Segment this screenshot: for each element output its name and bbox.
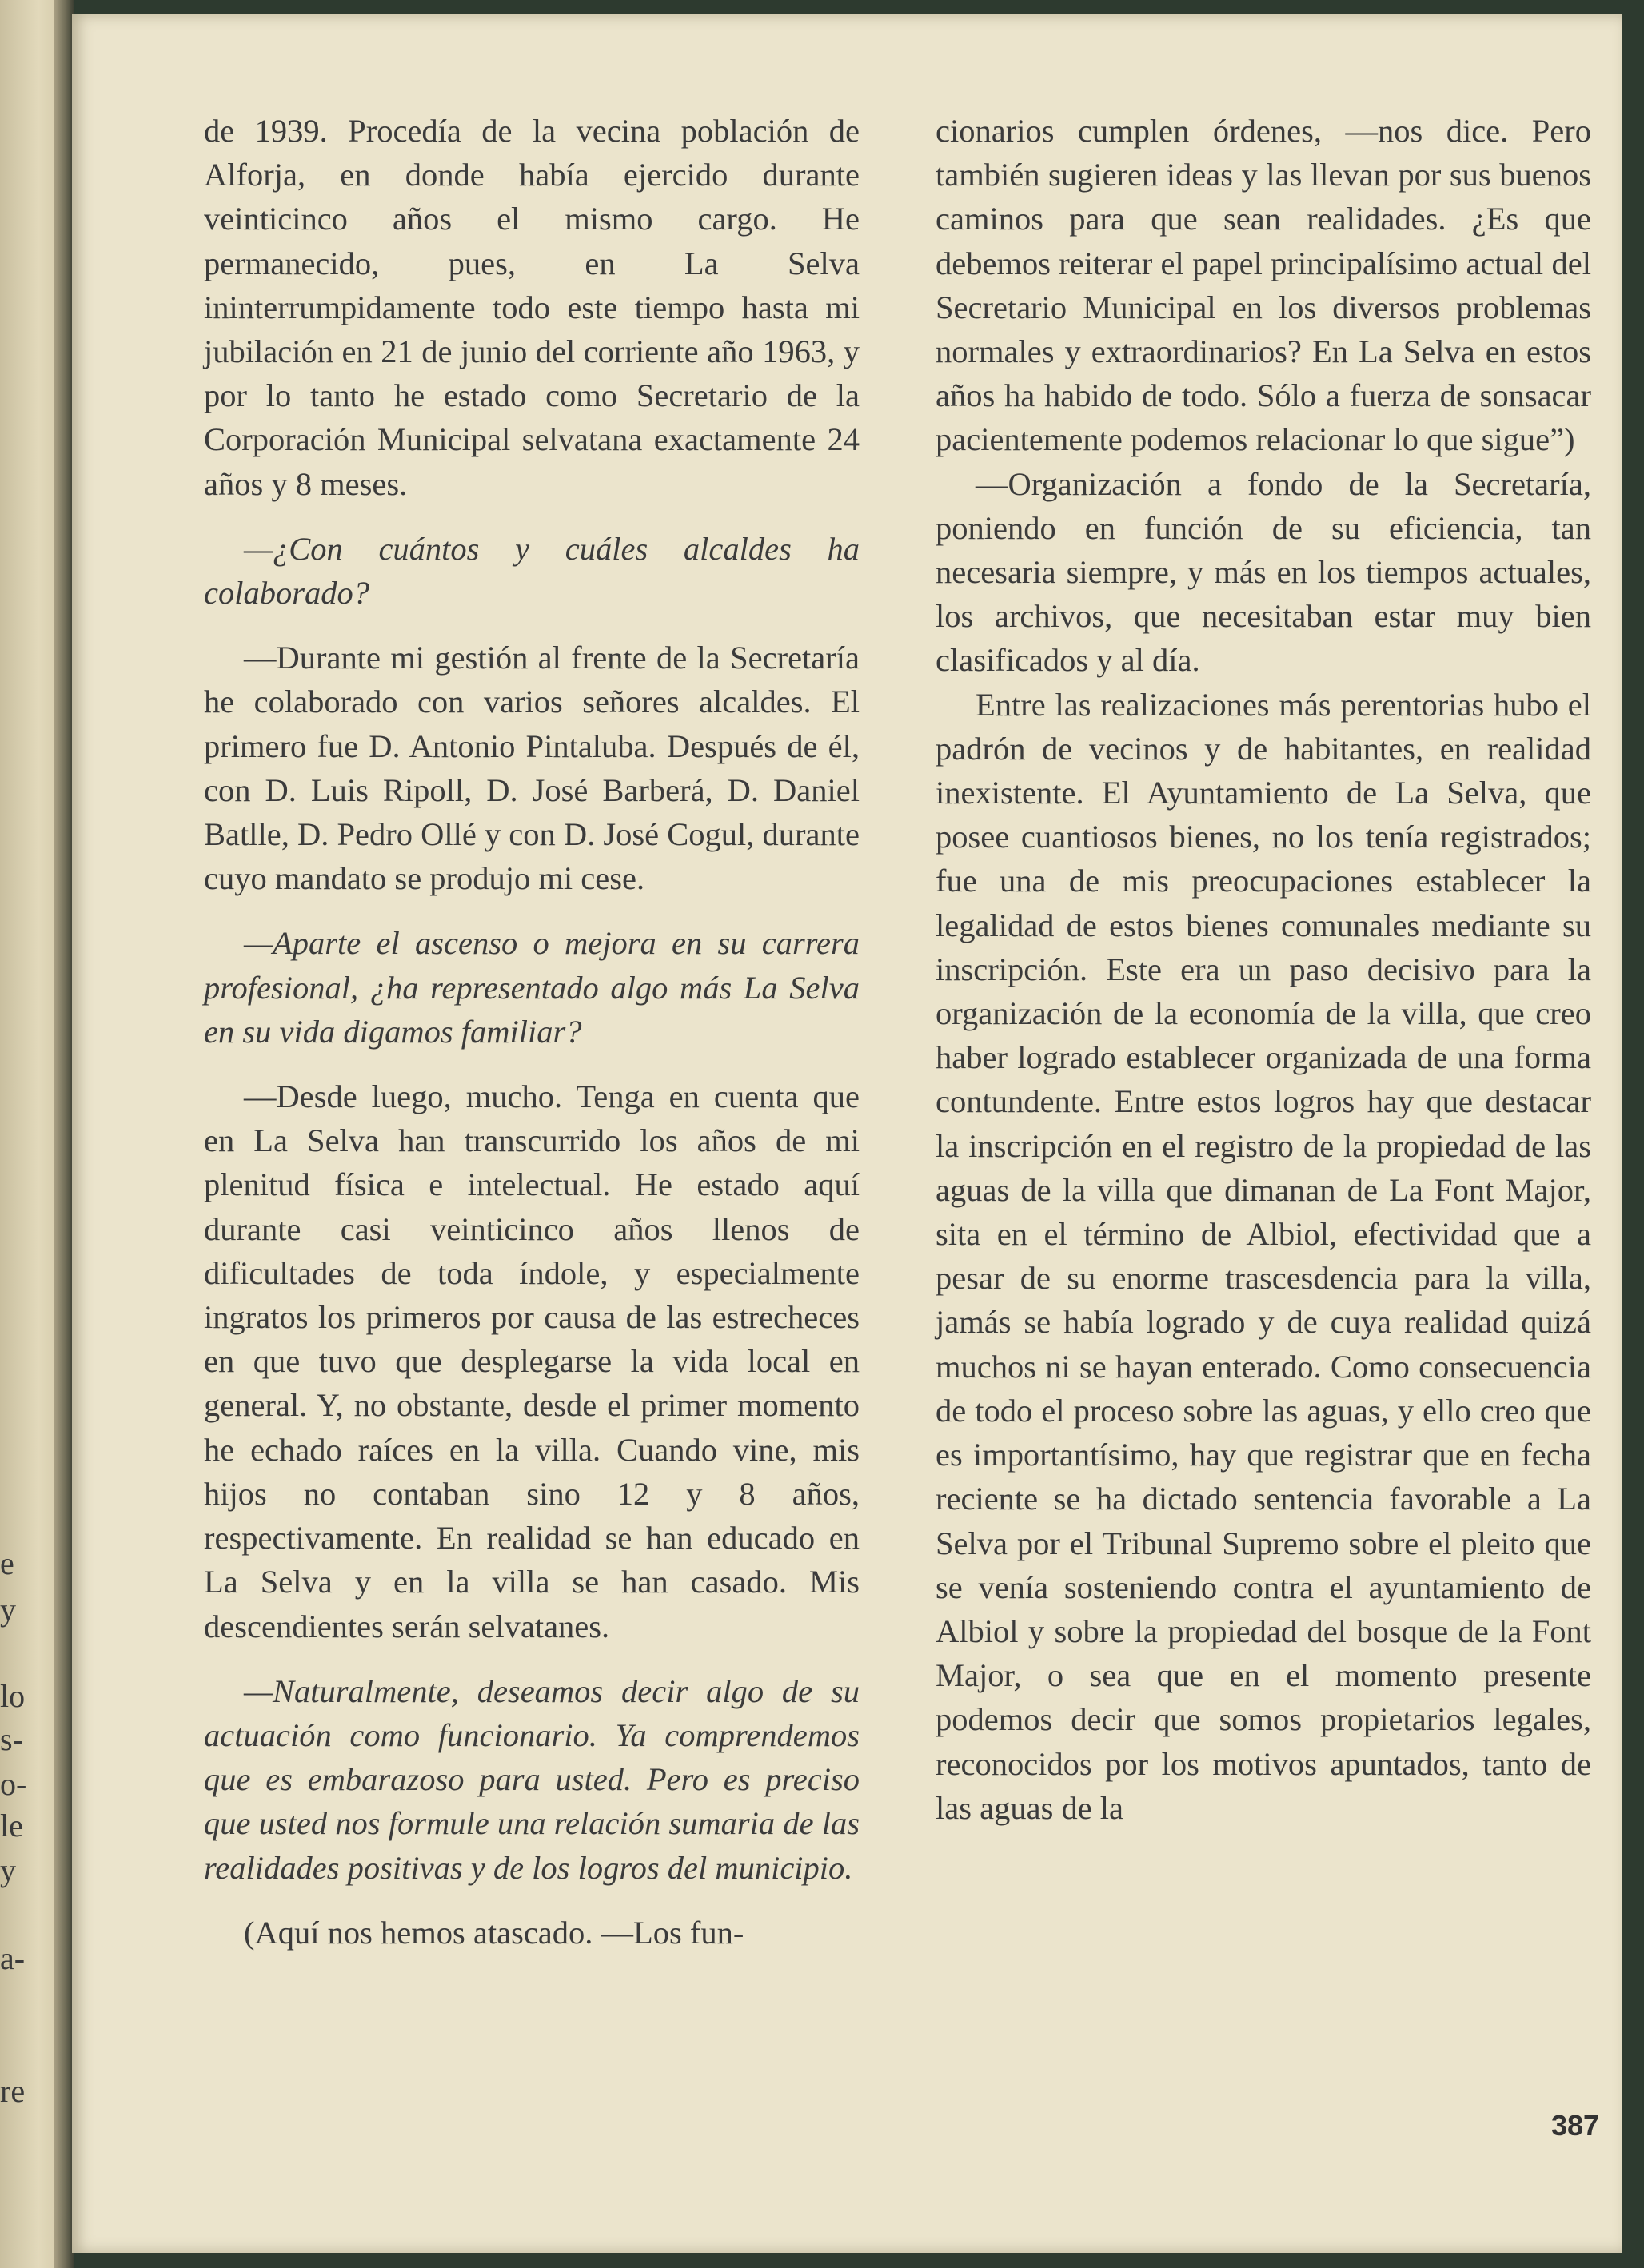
interview-answer: —Organización a fondo de la Secretaría, poniendo en función de su eficiencia, tan necesaria siempre, y más en los tiempos actuales, los archivos, que necesitaban estar muy bien clasificados y al día. [936, 465, 1591, 679]
margin-fragment: re [0, 2073, 26, 2109]
margin-fragment: a- [0, 1940, 26, 1976]
interview-answer: Entre las realizaciones más perentorias hubo el padrón de vecinos y de habitantes, en realidad inexistente. El Ayuntamiento de La Selva, que posee cuantiosos bienes, no los tenía registrados; fue una de mis preocupaciones establecer la legalidad de estos bienes comunales mediante su inscripción. Este era un paso decisivo para la organización de la economía de la villa, que creo haber logrado establecer organizada de una forma contundente. Entre estos logros hay que destacar la inscripción en el registro de la propiedad de las aguas de la villa que dimanan de La Font Major, sita en el término de Albiol, efectividad que a pesar de su enorme trascesdencia para la villa, jamás se había logrado y de cuya realidad quizá muchos ni se hayan enterado. Como consecuencia de todo el proceso sobre las aguas, y ello creo que es importantísimo, hay que registrar que en fecha reciente se ha dictado sentencia favorable a La Selva por el Tribunal Supremo sobre el pleito que se venía sosteniendo contra el ayuntamiento de Albiol y sobre la propiedad del bosque de la Font Major, o sea que en el momento presente podemos decir que somos propietarios legales, reconocidos por los motivos apuntados, tanto de las aguas de la [936, 686, 1591, 1826]
book-spine-fold [54, 0, 74, 2268]
page-number: 387 [1551, 2109, 1600, 2142]
margin-fragment: o- [0, 1766, 27, 1802]
body-paragraph: cionarios cumplen órdenes, —nos dice. Pero también sugieren ideas y las llevan por sus buenos caminos para que sean realidades. ¿Es que debemos reiterar el papel principalísimo actual del Secretario Municipal en los diversos problemas normales y extraordinarios? En La Selva en estos años ha habido de todo. Sólo a fuerza de sonsacar pacientemente podemos relacionar lo que sigue”) [936, 113, 1591, 458]
left-column [204, 109, 860, 1955]
margin-fragment: s- [0, 1721, 23, 1757]
interview-answer: —Durante mi gestión al frente de la Secretaría he colaborado con varios señores alcaldes. El primero fue D. Antonio Pintaluba. Después de él, con D. Luis Ripoll, D. José Barberá, D. Daniel Batlle, D. Pedro Ollé y con D. José Cogul, durante cuyo mandato se produjo mi cese. [204, 640, 860, 897]
interview-question: —¿Con cuántos y cuáles alcaldes ha colaborado? [204, 530, 860, 612]
interview-question: —Aparte el ascenso o mejora en su carrera profesional, ¿ha representado algo más La Selva en su vida digamos familiar? [204, 925, 860, 1050]
body-paragraph: de 1939. Procedía de la vecina población de Alforja, en donde había ejercido durante veinticinco años el mismo cargo. He permanecido, pues, en La Selva ininterrumpidamente todo este tiempo hasta mi jubilación en 21 de junio del corriente año 1963, y por lo tanto he estado como Secretario de la Corporación Municipal selvatana exactamente 24 años y 8 meses. [204, 113, 860, 502]
margin-fragment: le [0, 1808, 23, 1843]
interview-question: —Naturalmente, deseamos decir algo de su actuación como funcionario. Ya comprendemos que es embarazoso para usted. Pero es preciso que usted nos formule una relación sumaria de las realidades positivas y de los logros del municipio. [204, 1672, 860, 1886]
interview-answer: —Desde luego, mucho. Tenga en cuenta que en La Selva han transcurrido los años de mi plenitud física e intelectual. He estado aquí durante casi veinticinco años llenos de dificultades de toda índole, y especialmente ingratos los primeros por causa de las estrecheces en que tuvo que desplegarse la vida local en general. Y, no obstante, desde el primer momento he echado raíces en la villa. Cuando vine, mis hijos no contaban sino 12 y 8 años, respectivamente. En realidad se han educado en La Selva y en la villa se han casado. Mis descendientes serán selvatanes. [204, 1078, 860, 1644]
right-column [936, 109, 1591, 1830]
margin-fragment: lo [0, 1678, 26, 1714]
interview-answer: (Aquí nos hemos atascado. —Los fun- [244, 1914, 744, 1951]
margin-fragment: y [0, 1592, 16, 1628]
margin-fragment: e [0, 1545, 14, 1581]
book-page [72, 14, 1622, 2253]
margin-fragment: y [0, 1852, 16, 1888]
